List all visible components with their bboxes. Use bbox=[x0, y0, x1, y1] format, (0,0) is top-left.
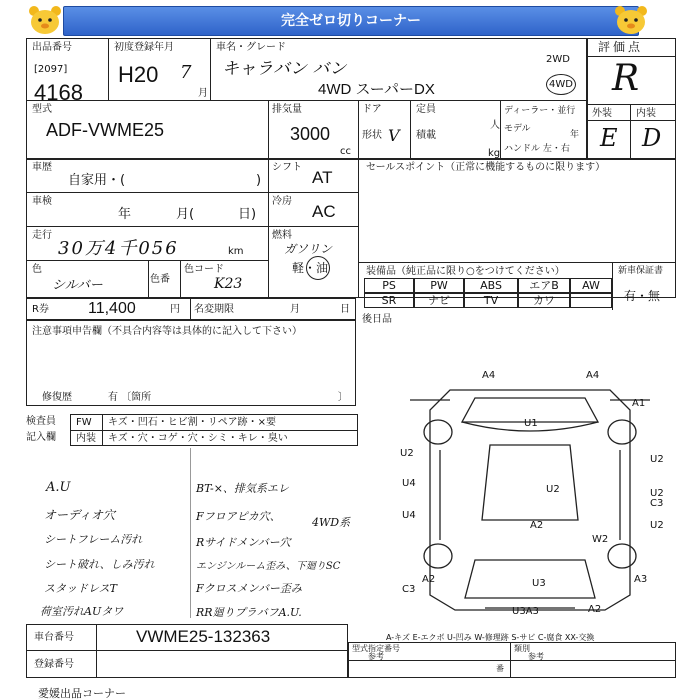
form-ref: 参考 bbox=[368, 652, 384, 661]
page-title: 完全ゼロ切りコーナー bbox=[281, 13, 421, 29]
tax-unit: 円 bbox=[170, 304, 180, 315]
equip-aw: AW bbox=[570, 278, 612, 293]
name-change-label: 名変期限 bbox=[194, 304, 234, 315]
damage-mark-15: A3 bbox=[634, 574, 648, 585]
note-right-3: 4WD系 bbox=[312, 516, 351, 529]
repair-value: 有 〔箇所 bbox=[108, 392, 152, 403]
tax-value: 11,400 bbox=[88, 300, 136, 317]
note-right-6: Fクロスメンバー歪み bbox=[196, 582, 302, 595]
history-label: 車歴 bbox=[32, 162, 52, 173]
drive-circled: 4WD bbox=[546, 74, 576, 95]
equip-airbag: エアB bbox=[518, 278, 570, 293]
name-change-day: 日 bbox=[340, 304, 350, 315]
equip-empty bbox=[570, 293, 612, 308]
note-right-2: Fフロアピカ穴、 bbox=[196, 510, 281, 523]
reg-month-unit: 月 bbox=[198, 88, 208, 99]
note-right-1: BT-×、排気系エレ bbox=[196, 482, 289, 495]
recycle-value: 有・無 bbox=[624, 289, 661, 303]
bear-mascot-icon bbox=[612, 5, 650, 35]
equip-abs: ABS bbox=[464, 278, 518, 293]
form-class: 類別 bbox=[514, 644, 530, 653]
damage-mark-3: A1 bbox=[632, 398, 646, 409]
note-left-5: スタッドレスT bbox=[44, 582, 118, 595]
reg-month: 7 bbox=[180, 62, 192, 83]
check-fw: FW bbox=[76, 417, 92, 428]
damage-mark-14: U3 bbox=[532, 578, 546, 589]
check-fw-items: キズ・凹石・ヒビ割・リペア跡・×要 bbox=[108, 417, 276, 428]
equip-sr: SR bbox=[364, 293, 414, 308]
damage-mark-18: U3A3 bbox=[512, 606, 539, 617]
mileage-unit: km bbox=[228, 246, 244, 257]
inspect-day: 日) bbox=[238, 207, 257, 222]
bear-mascot-icon bbox=[26, 5, 64, 35]
car-name: キャラバン バン bbox=[222, 59, 347, 79]
model-label: 型式 bbox=[32, 104, 52, 115]
disp-label: 排気量 bbox=[272, 104, 302, 115]
note-left-3: シートフレーム汚れ bbox=[44, 533, 143, 546]
damage-mark-4: U2 bbox=[400, 448, 414, 459]
repair-label: 修復歴 bbox=[42, 392, 72, 403]
equip-leather: カワ bbox=[518, 293, 570, 308]
load-label: 積載 bbox=[416, 130, 436, 141]
color-code-label: 色コード bbox=[184, 264, 224, 275]
model-year-unit: 年 bbox=[570, 130, 580, 140]
mileage-label: 走行 bbox=[32, 230, 52, 241]
lot-label: 出品番号 bbox=[32, 42, 72, 53]
chassis-label: 車台番号 bbox=[34, 632, 74, 643]
exterior-label: 外装 bbox=[592, 108, 612, 119]
damage-mark-8: U2 bbox=[650, 520, 664, 531]
inspect-month: 月( bbox=[176, 207, 195, 222]
reg-year: H20 bbox=[118, 62, 159, 87]
eval-label: 評価点 bbox=[598, 40, 644, 54]
rear-seat-label: 後日品 bbox=[362, 314, 392, 325]
exterior-grade: E bbox=[600, 124, 618, 152]
shape-label: 形状 bbox=[362, 130, 382, 141]
equip-ps: PS bbox=[364, 278, 414, 293]
load-unit: kg bbox=[488, 148, 501, 159]
mileage-value: 30万4千056 bbox=[58, 238, 179, 259]
note-left-1: A.U bbox=[46, 480, 71, 495]
bottom-label: 愛媛出品コーナー bbox=[38, 687, 126, 700]
legend: A-キズ E-エクボ U-凹み W-修理跡 S-サビ C-腐食 XX-交換 bbox=[386, 633, 595, 642]
damage-mark-17: C3 bbox=[402, 584, 416, 595]
reg-label: 初度登録年月 bbox=[114, 42, 174, 53]
damage-mark-9: C3 bbox=[650, 498, 664, 509]
model-code: ADF-VWME25 bbox=[46, 120, 165, 140]
equip-tv: TV bbox=[464, 293, 518, 308]
check-int-items: キズ・穴・コゲ・穴・シミ・キレ・臭い bbox=[108, 433, 288, 444]
damage-mark-10: U4 bbox=[402, 510, 416, 521]
form-num: 番 bbox=[496, 664, 504, 673]
note-right-5: エンジンルーム歪み、下廻りSC bbox=[196, 561, 341, 572]
color-no-label: 色番 bbox=[150, 274, 170, 285]
history-close: ) bbox=[256, 173, 262, 188]
inspect-year: 年 bbox=[118, 207, 132, 222]
equip-label: 装備品（純正品に限り○をつけてください） bbox=[366, 266, 565, 277]
note-left-4: シート破れ、しみ汚れ bbox=[44, 558, 155, 571]
damage-mark-16: A2 bbox=[422, 574, 436, 585]
damage-mark-13: U2 bbox=[546, 484, 560, 495]
dealer-label: ディーラー・並行 bbox=[504, 106, 576, 116]
name-label: 車名・グレード bbox=[216, 42, 286, 53]
damage-mark-12: A2 bbox=[530, 520, 544, 531]
sales-point-label: セールスポイント（正常に機能するものに限ります） bbox=[366, 162, 606, 173]
drive-label: 2WD bbox=[546, 54, 570, 65]
shift-label: シフト bbox=[272, 162, 302, 173]
form-ref2: 参考 bbox=[528, 652, 544, 661]
damage-mark-19: A2 bbox=[588, 604, 602, 615]
model-year-label: モデル bbox=[504, 124, 531, 134]
interior-grade: D bbox=[642, 124, 662, 152]
damage-mark-1: A4 bbox=[482, 370, 496, 381]
chassis-number: VWME25-132363 bbox=[136, 627, 271, 646]
damage-mark-11: W2 bbox=[592, 534, 609, 545]
ac-label: 冷房 bbox=[272, 196, 292, 207]
fuel-label: 燃料 bbox=[272, 230, 292, 241]
plate-label: 登録番号 bbox=[34, 659, 74, 670]
check-label: 検査員 bbox=[26, 416, 56, 427]
notes-label: 注意事項申告欄（不具合内容等は具体的に記入して下さい） bbox=[32, 326, 302, 337]
damage-mark-20: U1 bbox=[524, 418, 538, 429]
grade: 4WD スーパーDX bbox=[318, 81, 435, 98]
interior-label: 内装 bbox=[636, 108, 656, 119]
equip-pw: PW bbox=[414, 278, 464, 293]
note-right-4: Rサイドメンバー穴 bbox=[196, 536, 291, 549]
note-left-2: オーディオ穴 bbox=[44, 508, 116, 522]
record-label: 記入欄 bbox=[26, 432, 56, 443]
recycle-label: 新車保証書 bbox=[618, 266, 664, 276]
door-label: ドア bbox=[362, 104, 382, 115]
note-right-7: RR廻りプラバフA.U. bbox=[196, 606, 302, 619]
fuel-options: 軽・油 bbox=[292, 261, 329, 275]
displacement: 3000 bbox=[290, 124, 331, 144]
disp-unit: cc bbox=[340, 146, 351, 157]
tax-label: R券 bbox=[32, 304, 49, 315]
check-int: 内装 bbox=[76, 433, 96, 444]
ac-value: AC bbox=[312, 202, 336, 221]
damage-mark-5: U4 bbox=[402, 478, 416, 489]
form-cert: 型式指定番号 bbox=[352, 644, 400, 653]
fuel-value: ガソリン bbox=[284, 242, 333, 256]
color-value: シルバー bbox=[52, 278, 103, 293]
name-change-month: 月 bbox=[290, 304, 300, 315]
damage-mark-6: U2 bbox=[650, 454, 664, 465]
eval-score: R bbox=[612, 58, 640, 99]
fuel-circle bbox=[306, 256, 330, 280]
shape-value: V bbox=[388, 126, 400, 145]
repair-close: 〕 bbox=[338, 392, 348, 403]
history-value: 自家用・( bbox=[68, 173, 126, 188]
inspect-label: 車検 bbox=[32, 196, 52, 207]
color-label: 色 bbox=[32, 264, 42, 275]
shift-value: AT bbox=[312, 168, 333, 187]
note-left-6: 荷室汚れAUタワ bbox=[40, 605, 124, 618]
handle-label: ハンドル 左・右 bbox=[504, 144, 570, 154]
equip-navi: ナビ bbox=[414, 293, 464, 308]
tax-row bbox=[26, 298, 356, 320]
damage-mark-2: A4 bbox=[586, 370, 600, 381]
color-code: K23 bbox=[214, 276, 243, 292]
lot-small: [2097] bbox=[34, 64, 68, 75]
capacity-unit: 人 bbox=[490, 120, 500, 131]
lot-number: 4168 bbox=[34, 80, 83, 105]
damage-mark-7: U2 bbox=[650, 488, 664, 499]
capacity-label: 定員 bbox=[416, 104, 436, 115]
